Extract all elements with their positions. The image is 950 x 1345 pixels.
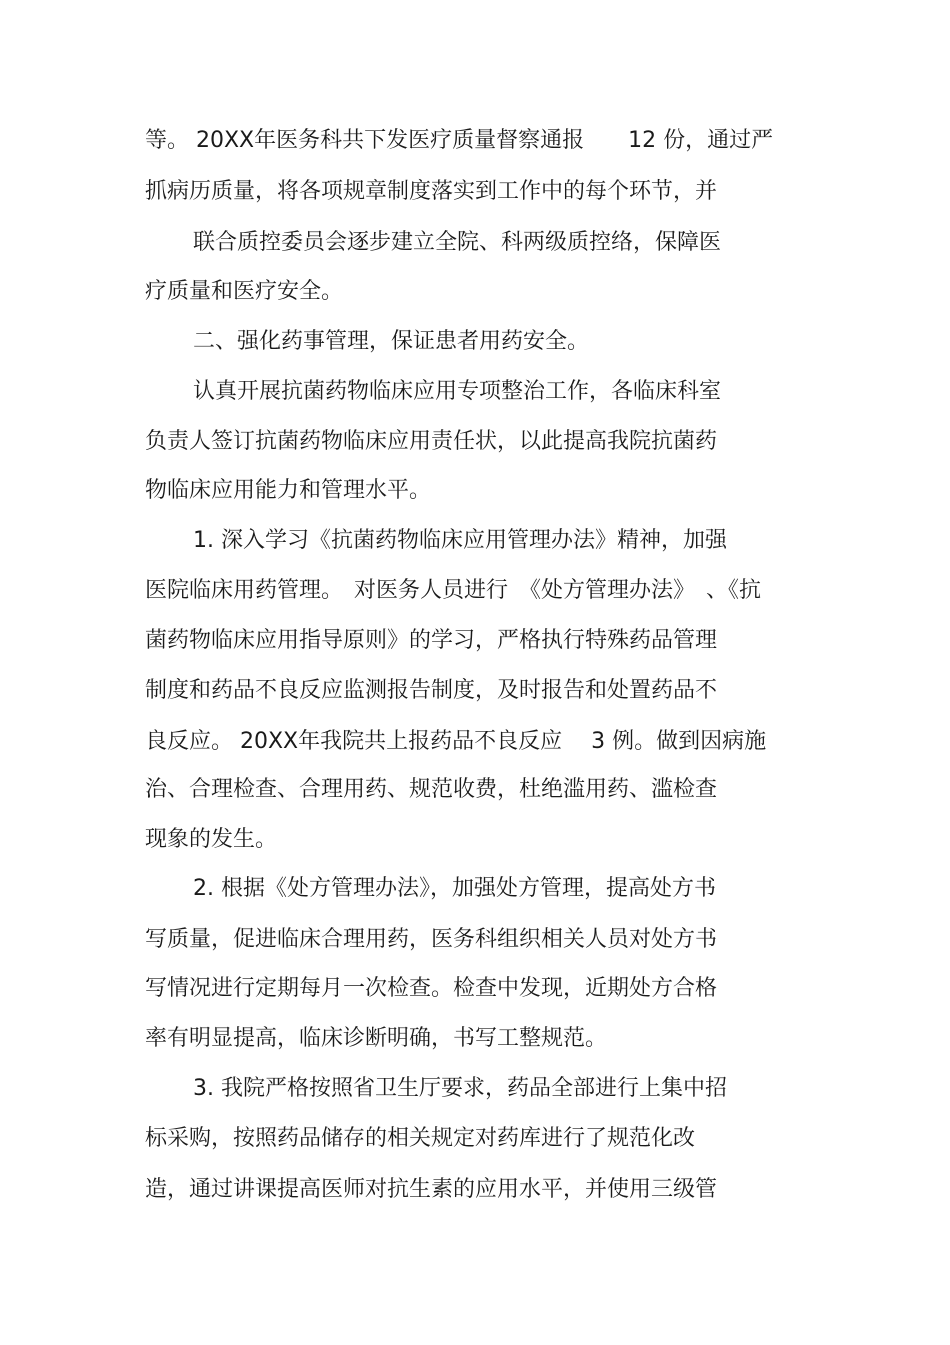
item-1-line-5: 良反应。 20XX年我院共上报药品不良反应 3 例。做到因病施 xyxy=(145,729,767,754)
text-line-7: 负责人签订抗菌药物临床应用责任状，以此提高我院抗菌药 xyxy=(145,429,718,454)
text-line-6: 认真开展抗菌药物临床应用专项整治工作，各临床科室 xyxy=(193,379,722,404)
item-3-line-3: 造，通过讲课提高医师对抗生素的应用水平，并使用三级管 xyxy=(145,1177,718,1202)
text-line-4: 疗质量和医疗安全。 xyxy=(145,279,344,304)
text-line-2: 抓病历质量，将各项规章制度落实到工作中的每个环节，并 xyxy=(145,179,718,204)
item-2-line-2: 写质量，促进临床合理用药，医务科组织相关人员对处方书 xyxy=(145,927,718,952)
text-line-1: 等。 20XX年医务科共下发医疗质量督察通报 12 份，通过严 xyxy=(145,128,774,153)
item-1-line-7: 现象的发生。 xyxy=(145,827,278,852)
item-1-line-3: 菌药物临床应用指导原则》的学习，严格执行特殊药品管理 xyxy=(145,628,718,653)
item-1-line-4: 制度和药品不良反应监测报告制度，及时报告和处置药品不 xyxy=(145,678,718,703)
text-line-8: 物临床应用能力和管理水平。 xyxy=(145,478,432,503)
section-heading: 二、强化药事管理，保证患者用药安全。 xyxy=(193,329,590,354)
item-3-line-1: 3. 我院严格按照省卫生厅要求，药品全部进行上集中招 xyxy=(193,1076,727,1101)
text-line-3: 联合质控委员会逐步建立全院、科两级质控络，保障医 xyxy=(193,230,722,255)
item-2-line-4: 率有明显提高，临床诊断明确，书写工整规范。 xyxy=(145,1026,608,1051)
item-1-line-2: 医院临床用药管理。 对医务人员进行 《处方管理办法》 、《抗 xyxy=(145,578,762,603)
item-1-line-1: 1. 深入学习《抗菌药物临床应用管理办法》精神，加强 xyxy=(193,528,727,553)
item-2-line-1: 2. 根据《处方管理办法》，加强处方管理，提高处方书 xyxy=(193,876,716,901)
item-3-line-2: 标采购，按照药品储存的相关规定对药库进行了规范化改 xyxy=(145,1126,696,1151)
item-2-line-3: 写情况进行定期每月一次检查。检查中发现，近期处方合格 xyxy=(145,976,718,1001)
item-1-line-6: 治、合理检查、合理用药、规范收费，杜绝滥用药、滥检查 xyxy=(145,777,718,802)
